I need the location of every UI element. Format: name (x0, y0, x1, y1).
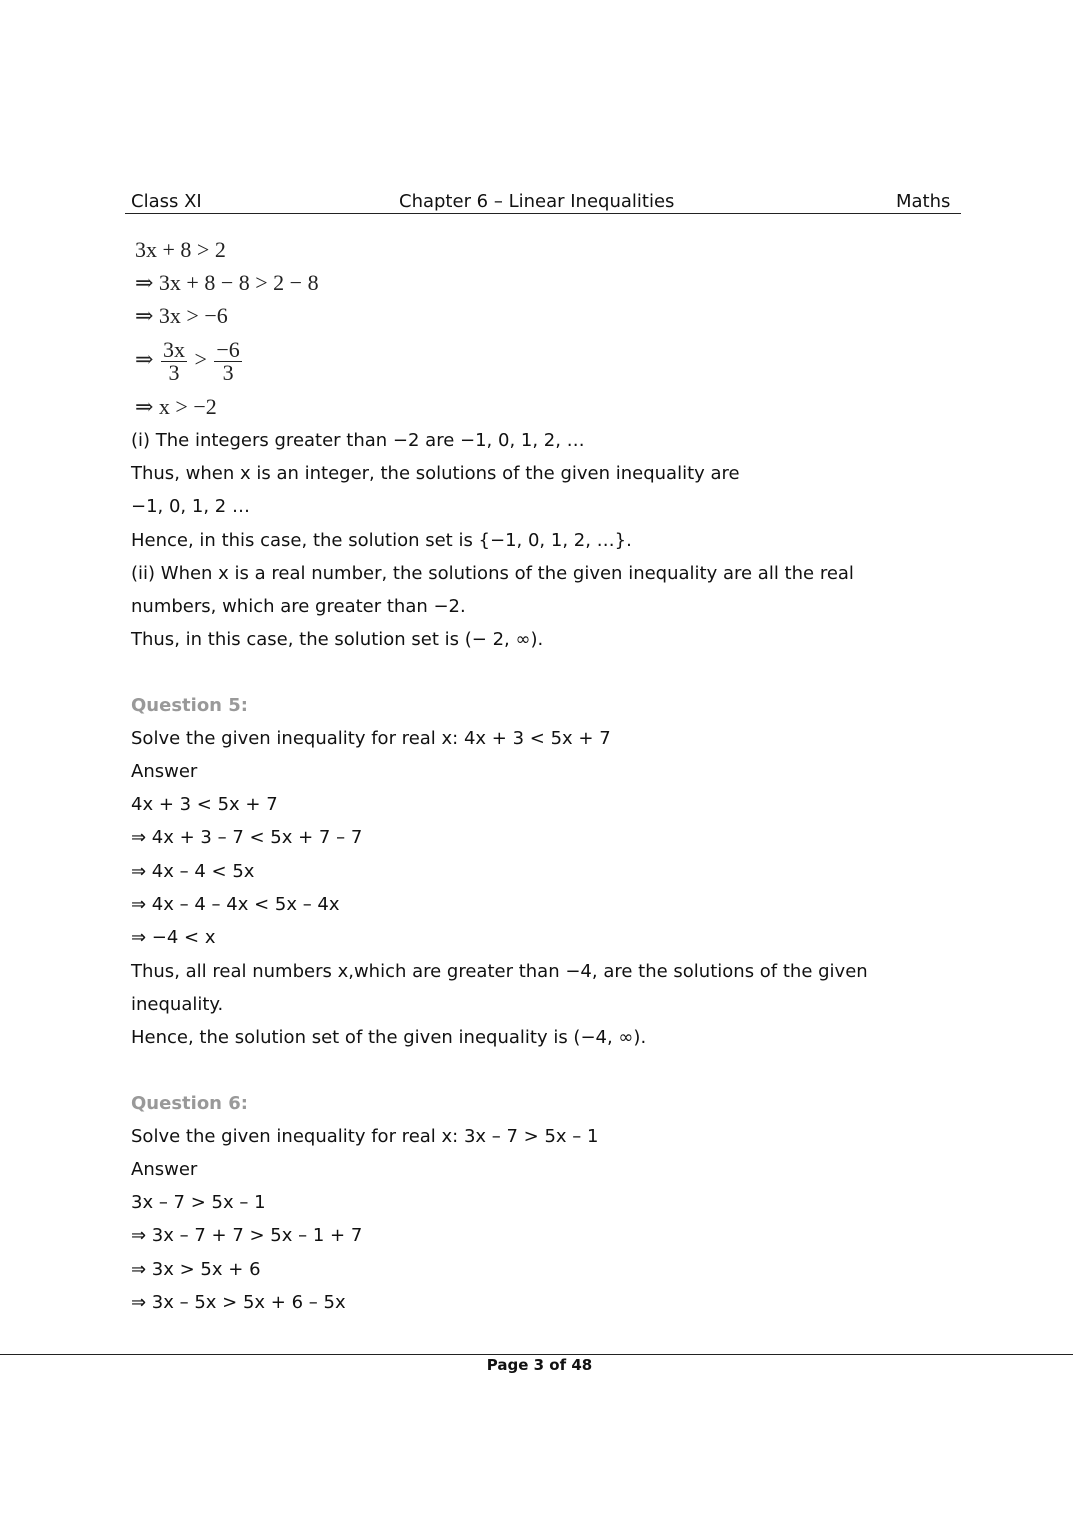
math-step: 3x + 8 > 2 (135, 237, 226, 262)
question-6-title: Question 6: (131, 1093, 248, 1114)
solution-line: 4x + 3 < 5x + 7 (131, 794, 278, 815)
fraction-numerator: 3x (162, 337, 185, 362)
solution-line: ⇒ 4x – 4 – 4x < 5x – 4x (131, 894, 340, 915)
solution-line: ⇒ −4 < x (131, 927, 216, 948)
body-line: numbers, which are greater than −2. (131, 596, 466, 617)
solution-line: inequality. (131, 994, 224, 1015)
solution-line: ⇒ 4x – 4 < 5x (131, 861, 255, 882)
fraction-denominator: 3 (168, 360, 180, 385)
header-chapter: Chapter 6 – Linear Inequalities (399, 191, 675, 212)
math-step-fraction (135, 339, 244, 384)
solution-line: ⇒ 3x – 5x > 5x + 6 – 5x (131, 1292, 346, 1313)
question-6-statement: Solve the given inequality for real x: 3x – 7 > 5x – 1 (131, 1126, 599, 1147)
page-number: Page 3 of 48 (486, 1356, 593, 1374)
solution-line: Hence, the solution set of the given inequality is (−4, ∞). (131, 1027, 647, 1048)
body-line: Thus, in this case, the solution set is (− 2, ∞). (131, 629, 544, 650)
body-line: Thus, when x is an integer, the solutions of the given inequality are (131, 463, 740, 484)
fraction (214, 339, 241, 384)
implies-arrow: ⇒ (135, 346, 154, 372)
solution-line: ⇒ 3x > 5x + 6 (131, 1259, 261, 1280)
body-line: −1, 0, 1, 2 … (131, 496, 250, 517)
solution-line: 3x – 7 > 5x – 1 (131, 1192, 266, 1213)
math-step: ⇒ x > −2 (135, 394, 217, 419)
header-subject: Maths (896, 191, 951, 212)
header-class: Class XI (131, 191, 202, 212)
header-rule (125, 213, 961, 214)
body-line: (i) The integers greater than −2 are −1, 0, 1, 2, … (131, 430, 585, 451)
greater-than-sign: > (194, 346, 207, 372)
fraction (161, 339, 187, 384)
solution-line: Thus, all real numbers x,which are greater than −4, are the solutions of the given (131, 961, 868, 982)
math-step: ⇒ 3x > −6 (135, 303, 228, 328)
body-line: (ii) When x is a real number, the solutions of the given inequality are all the real (131, 563, 854, 584)
question-5-title: Question 5: (131, 695, 248, 716)
solution-line: ⇒ 3x – 7 + 7 > 5x – 1 + 7 (131, 1225, 363, 1246)
solution-line: ⇒ 4x + 3 – 7 < 5x + 7 – 7 (131, 827, 363, 848)
fraction-denominator: 3 (222, 360, 234, 385)
body-line: Hence, in this case, the solution set is {−1, 0, 1, 2, …}. (131, 530, 632, 551)
footer-rule (0, 1354, 1073, 1355)
fraction-numerator: −6 (216, 337, 240, 362)
math-step: ⇒ 3x + 8 − 8 > 2 − 8 (135, 270, 319, 295)
question-5-statement: Solve the given inequality for real x: 4x + 3 < 5x + 7 (131, 728, 611, 749)
answer-label: Answer (131, 1159, 198, 1180)
answer-label: Answer (131, 761, 198, 782)
